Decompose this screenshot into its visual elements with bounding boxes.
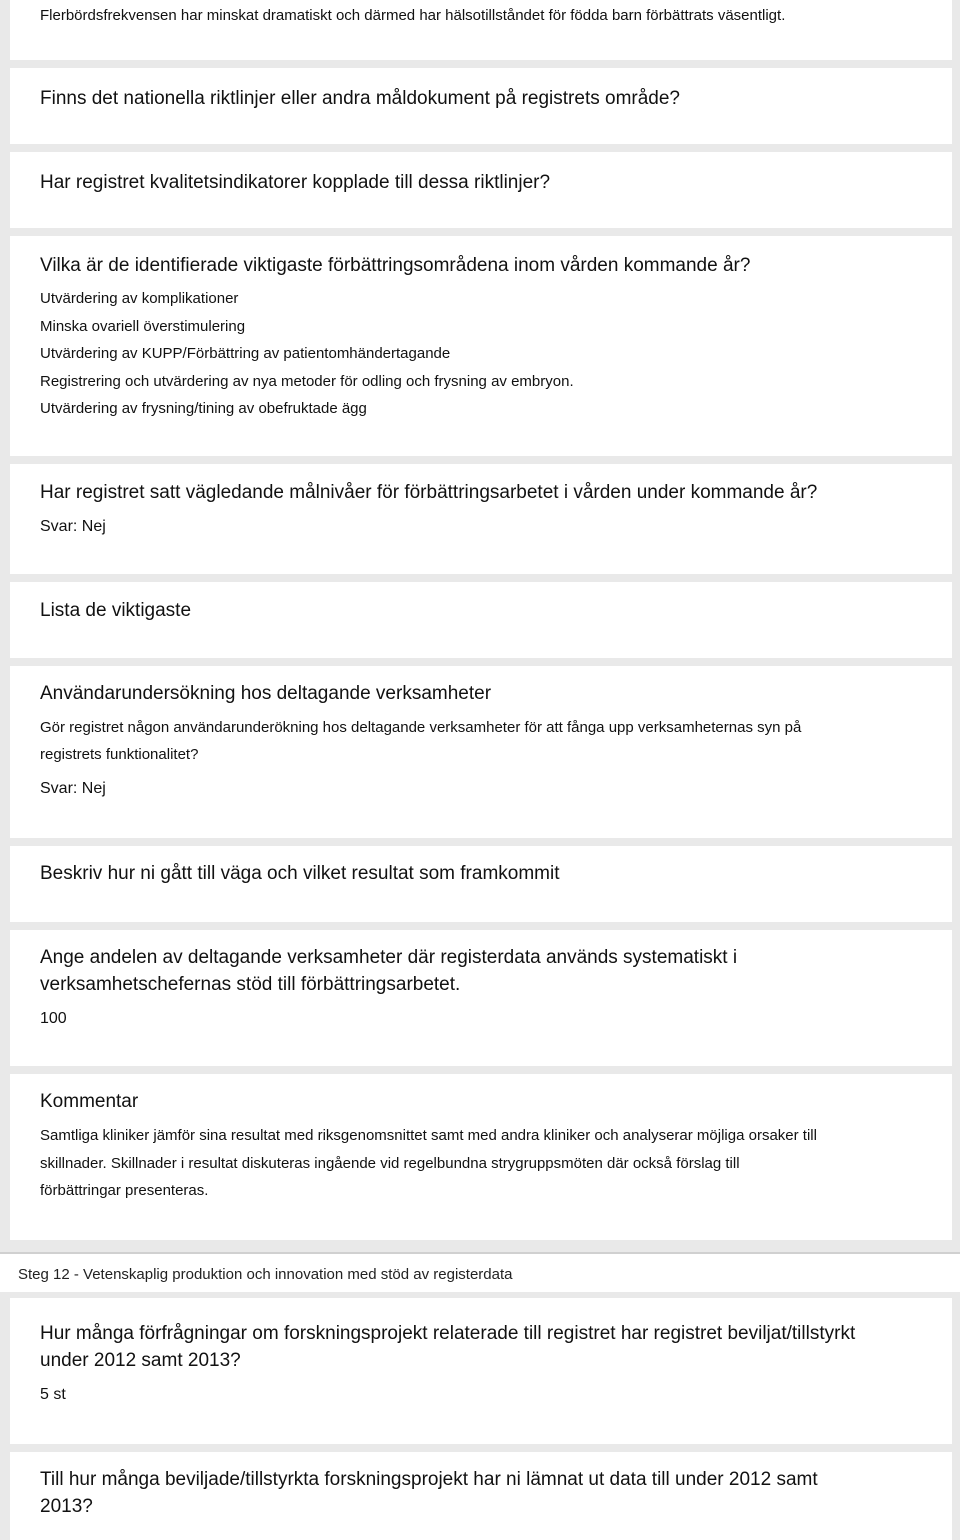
question-text: Finns det nationella riktlinjer eller andra måldokument på registrets område? <box>40 88 680 109</box>
question-card <box>10 1452 952 1540</box>
answer-line: Minska ovariell överstimulering <box>40 317 246 335</box>
question-card <box>10 846 952 922</box>
question-text: Har registret satt vägledande målnivåer för förbättringsarbetet i vården under kommande år? <box>40 482 818 503</box>
question-card <box>10 582 952 658</box>
step-title: Steg 12 - Vetenskaplig produktion och innovation med stöd av registerdata <box>18 1266 513 1283</box>
answer-text: 100 <box>40 1010 67 1027</box>
question-card <box>10 236 952 456</box>
question-text: Till hur många beviljade/tillstyrkta forskningsprojekt har ni lämnat ut data till under 2012 samt <box>40 1469 818 1490</box>
question-text: Lista de viktigaste <box>40 600 192 621</box>
question-text: Har registret kvalitetsindikatorer kopplade till dessa riktlinjer? <box>40 172 551 193</box>
comment-heading: Kommentar <box>40 1091 139 1112</box>
question-description: registrets funktionalitet? <box>40 746 199 763</box>
answer-line: Utvärdering av KUPP/Förbättring av patientomhändertagande <box>40 345 451 362</box>
question-card <box>10 666 952 838</box>
comment-body <box>40 1122 817 1205</box>
comment-line: förbättringar presenteras. <box>40 1182 209 1199</box>
answer-text: Svar: Nej <box>40 518 106 535</box>
question-text: Hur många förfrågningar om forskningsprojekt relaterade till registret har registret beviljat/tillstyrkt <box>40 1323 856 1344</box>
info-card <box>10 0 952 60</box>
question-description: Gör registret någon användarunderökning hos deltagande verksamheter för att fånga upp verksamheternas syn på <box>40 719 802 736</box>
question-card <box>10 1298 952 1444</box>
card-text: Flerbördsfrekvensen har minskat dramatiskt och därmed har hälsotillståndet för födda barn förbättrats väsentligt. <box>40 7 786 24</box>
question-text: Vilka är de identifierade viktigaste förbättringsområdena inom vården kommande år? <box>40 255 751 276</box>
question-text: verksamhetschefernas stöd till förbättringsarbetet. <box>40 974 461 995</box>
question-text: Ange andelen av deltagande verksamheter där registerdata används systematiskt i <box>40 947 738 968</box>
answer-list <box>40 285 574 423</box>
question-text: 2013? <box>40 1496 93 1517</box>
question-text: under 2012 samt 2013? <box>40 1350 241 1371</box>
step-header <box>0 1252 960 1292</box>
question-text: Beskriv hur ni gått till väga och vilket resultat som framkommit <box>40 863 560 884</box>
answer-line: Utvärdering av komplikationer <box>40 290 239 307</box>
comment-line: skillnader. Skillnader i resultat diskuteras ingående vid regelbundna strygruppsmöten där också förslag till <box>40 1154 740 1172</box>
answer-text: 5 st <box>40 1386 66 1403</box>
question-card <box>10 464 952 574</box>
comment-card <box>10 1074 952 1240</box>
answer-line: Utvärdering av frysning/tining av obefruktade ägg <box>40 400 367 417</box>
answer-text: Svar: Nej <box>40 780 106 797</box>
question-card <box>10 68 952 144</box>
question-card <box>10 930 952 1066</box>
comment-line: Samtliga kliniker jämför sina resultat med riksgenomsnittet samt med andra kliniker och analyserar möjliga orsaker till <box>40 1127 817 1144</box>
question-text: Användarundersökning hos deltagande verksamheter <box>40 683 492 704</box>
question-card <box>10 152 952 228</box>
answer-line: Registrering och utvärdering av nya metoder för odling och frysning av embryon. <box>40 372 574 390</box>
